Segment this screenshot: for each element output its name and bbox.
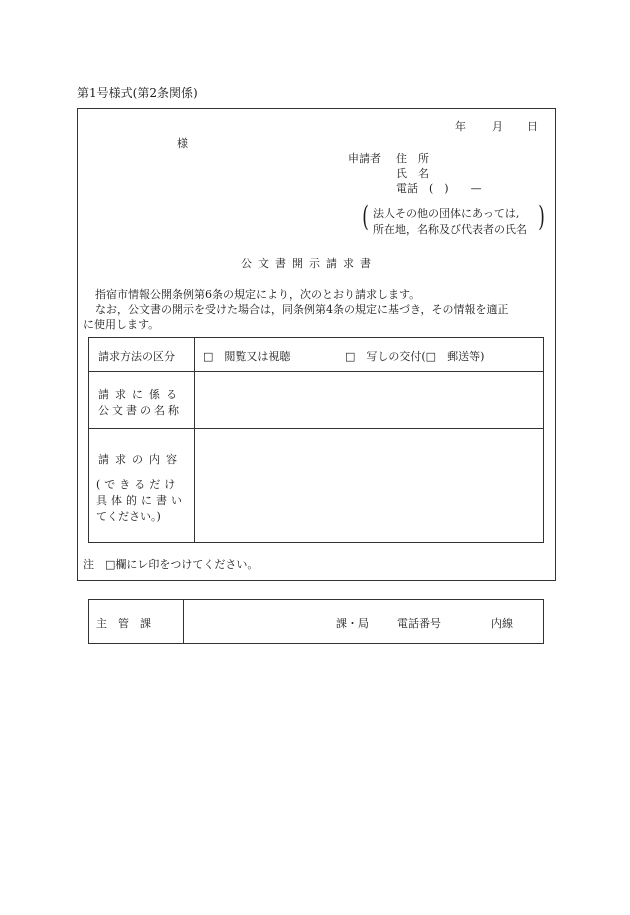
option-copy-checkbox[interactable]: □ 写しの交付(□ 郵送等) (345, 350, 485, 363)
department-dept: 課・局 (336, 617, 369, 630)
applicant-phone: 電話 ( ) — (396, 182, 482, 195)
department-box (88, 599, 544, 644)
row-content-sub-1: (できるだけ (96, 478, 180, 491)
date-year: 年 (455, 120, 466, 133)
table-row-divider-2 (88, 428, 544, 429)
table-row-divider-1 (88, 371, 544, 372)
left-bracket: ( (362, 200, 369, 233)
applicant-name: 氏 名 (396, 167, 429, 180)
row-content-label: 請求の内容 (98, 453, 183, 466)
date-month: 月 (492, 120, 503, 133)
checkbox-note: 注 □欄にレ印をつけてください。 (83, 558, 259, 571)
row-content-sub-2: 具体的に書い (96, 494, 186, 507)
department-box-divider (183, 599, 184, 644)
document-name-field[interactable] (196, 373, 542, 426)
body-para1: 指宿市情報公開条例第6条の規定により，次のとおり請求します。 (95, 288, 421, 301)
department-label: 主 管 課 (96, 617, 151, 630)
row-content-sub-3: てください。) (96, 510, 161, 523)
row-document-label-2: 公文書の名称 (98, 404, 182, 417)
option-view-checkbox[interactable]: □ 閲覧又は視聴 (203, 350, 291, 363)
addressee-suffix: 様 (177, 137, 188, 150)
row-document-label-1: 請求に係る (98, 388, 183, 401)
request-content-field[interactable] (196, 430, 542, 541)
department-phone: 電話番号 (397, 617, 441, 630)
applicant-address: 住 所 (396, 152, 429, 165)
corporate-note-line2: 所在地，名称及び代表者の氏名 (373, 223, 527, 236)
right-bracket: ) (538, 200, 545, 233)
date-day: 日 (527, 120, 538, 133)
corporate-note-line1: 法人その他の団体にあっては, (373, 207, 520, 220)
row-method-label: 請求方法の区分 (98, 350, 175, 363)
table-column-divider (194, 337, 195, 543)
document-title: 公文書開示請求書 (241, 257, 377, 270)
department-extension: 内線 (491, 617, 513, 630)
body-para2-line1: なお，公文書の開示を受けた場合は，同条例第4条の規定に基づき，その情報を適正 (95, 303, 509, 316)
form-number: 第1号様式(第2条関係) (77, 86, 198, 100)
body-para2-line2: に使用します。 (83, 318, 160, 331)
applicant-label: 申請者 (348, 152, 381, 165)
